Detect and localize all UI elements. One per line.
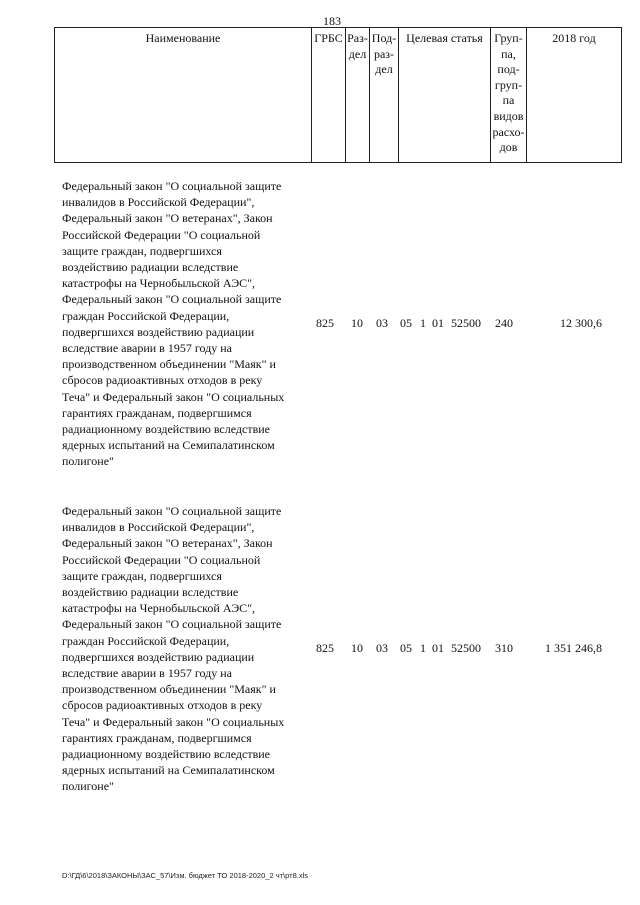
cell-amount: 12 300,6 [560,316,602,330]
cell-grbs: 825 [316,316,334,330]
cell-group: 240 [495,316,513,330]
table-header [54,27,622,163]
cell-razdel: 10 [351,316,363,330]
row-name: Федеральный закон "О социальной защите инвалидов в Российской Федерации", Федеральный закон "О ветеранах", Закон Российской Федерации "О социальной защите граждан, подвергшихся воздействию радиации вследствие катастрофы на Чернобыльской АЭС", Федеральный закон "О социальной защите граждан Российской Федерации, подвергшихся воздействию радиации вследствие аварии в 1957 году на производственном объединении "Маяк" и сбросов радиоактивных отходов в реку Теча" и Федеральный закон "О социальных гарантиях гражданам, подвергшимся радиационному воздействию вследствие ядерных испытаний на Семипалатинском полигоне" [62,504,285,794]
cell-target-program: 05 [400,316,412,330]
cell-target-subprogram: 1 [420,316,426,330]
cell-podrazdel: 03 [376,641,388,655]
header-group: Груп- па, под- груп- па видов расхо- дов [490,28,526,162]
cell-razdel: 10 [351,641,363,655]
header-grbs: ГРБС [311,28,345,162]
header-target: Целевая статья [398,28,490,162]
cell-target-event: 01 [432,641,444,655]
cell-amount: 1 351 246,8 [545,641,602,655]
header-razdel: Раз- дел [345,28,369,162]
cell-target-program: 05 [400,641,412,655]
page-number: 183 [323,14,341,28]
row-name: Федеральный закон "О социальной защите инвалидов в Российской Федерации", Федеральный закон "О ветеранах", Закон Российской Федерации "О социальной защите граждан, подвергшихся воздействию радиации вследствие катастрофы на Чернобыльской АЭС", Федеральный закон "О социальной защите граждан Российской Федерации, подвергшихся воздействию радиации вследствие аварии в 1957 году на производственном объединении "Маяк" и сбросов радиоактивных отходов в реку Теча" и Федеральный закон "О социальных гарантиях гражданам, подвергшимся радиационному воздействию вследствие ядерных испытаний на Семипалатинском полигоне" [62,179,285,469]
header-name: Наименование [54,28,311,162]
cell-podrazdel: 03 [376,316,388,330]
cell-target-code: 52500 [451,641,481,655]
cell-grbs: 825 [316,641,334,655]
cell-target-event: 01 [432,316,444,330]
header-podrazdel: Под- раз- дел [369,28,398,162]
file-path-footer: D:\ГД\6\2018\ЗАКОНЫ\ЗАС_57\Изм. бюджет ТО 2018-2020_2 чт\рт8.xls [62,871,308,880]
header-year: 2018 год [526,28,622,162]
cell-target-code: 52500 [451,316,481,330]
cell-target-subprogram: 1 [420,641,426,655]
cell-group: 310 [495,641,513,655]
